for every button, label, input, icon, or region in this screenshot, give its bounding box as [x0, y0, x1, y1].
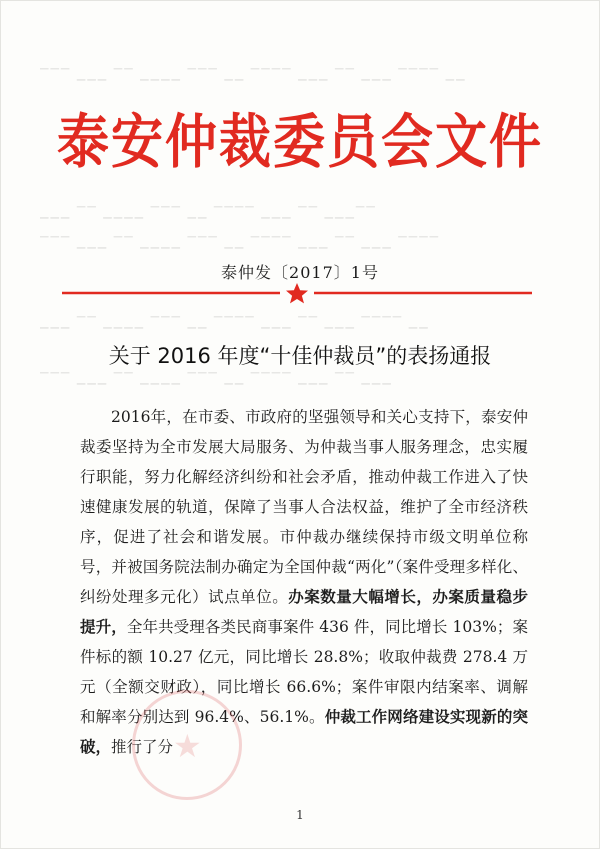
show-through-text: ▔▔▔ ▁▁▁ ▔▔ ▁▁▁▁ ▔▔▔ ▁▁ ▔▔▔▔ ▁▁▁ ▔▔ ▁▁▁: [40, 372, 393, 385]
body-text-segment: 推行了分: [111, 738, 174, 756]
show-through-text: ▁▁▁ ▔▔ ▁▁▁▁ ▔▔▔ ▁▁ ▔▔▔▔ ▁▁▁ ▔▔ ▁▁▁ ▔▔▔▔ ▁▁: [40, 316, 430, 329]
show-through-text: ▔▔▔ ▁▁▁ ▔▔ ▁▁▁▁ ▔▔▔ ▁▁ ▔▔▔▔ ▁▁▁ ▔▔ ▁▁▁ ▔▔▔▔ ▁▁: [40, 68, 467, 81]
show-through-text: ▁▁▁ ▔▔ ▁▁▁▁ ▔▔▔ ▁▁ ▔▔▔▔ ▁▁▁ ▔▔ ▁▁▁▔▔: [40, 206, 377, 219]
body-text-segment: 全年共受理各类民商事案件 436 件，同比增长 103%；案件标的额 10.27 亿元，同比增长 28.8%；收取仲裁费 278.4 万元（全额交财政），同比增长 66.6%；案件审限内结案率、调解和解率分别达到 96.4%、56.1%。: [80, 618, 528, 726]
star-icon: [286, 283, 308, 303]
show-through-text: ▔▔▔ ▁▁▁ ▔▔ ▁▁▁▁ ▔▔▔ ▁▁ ▔▔▔▔ ▁▁▁ ▔▔ ▁▁▁ ▔▔▔▔: [40, 236, 441, 249]
body-bold-heading: 仲裁工作网络建设实现新的突破，: [80, 708, 528, 756]
body-paragraph: [80, 402, 528, 762]
seal-star-icon: ★: [173, 727, 202, 765]
body-bold-heading: 办案数量大幅增长，办案质量稳步提升，: [80, 588, 528, 636]
body-text-segment: 2016年，在市委、市政府的坚强领导和关心支持下，泰安仲裁委坚持为全市发展大局服务、为仲裁当事人服务理念，忠实履行职能，努力化解经济纠纷和社会矛盾，推动仲裁工作进入了快速健康发展的轨道，保障了当事人合法权益，维护了全市经济秩序，促进了社会和谐发展。市仲裁办继续保持市级文明单位称号，并被国务院法制办确定为全国仲裁“两化”（案件受理多样化、纠纷处理多元化）试点单位。: [80, 408, 528, 606]
notice-title: 关于 2016 年度“十佳仲裁员”的表扬通报: [108, 344, 492, 368]
document-number: 泰仲发〔2017〕1号: [221, 263, 379, 282]
red-divider-with-star: [62, 282, 532, 304]
page-number: 1: [296, 808, 304, 822]
document-header-title: 泰安仲裁委员会文件: [56, 108, 543, 177]
